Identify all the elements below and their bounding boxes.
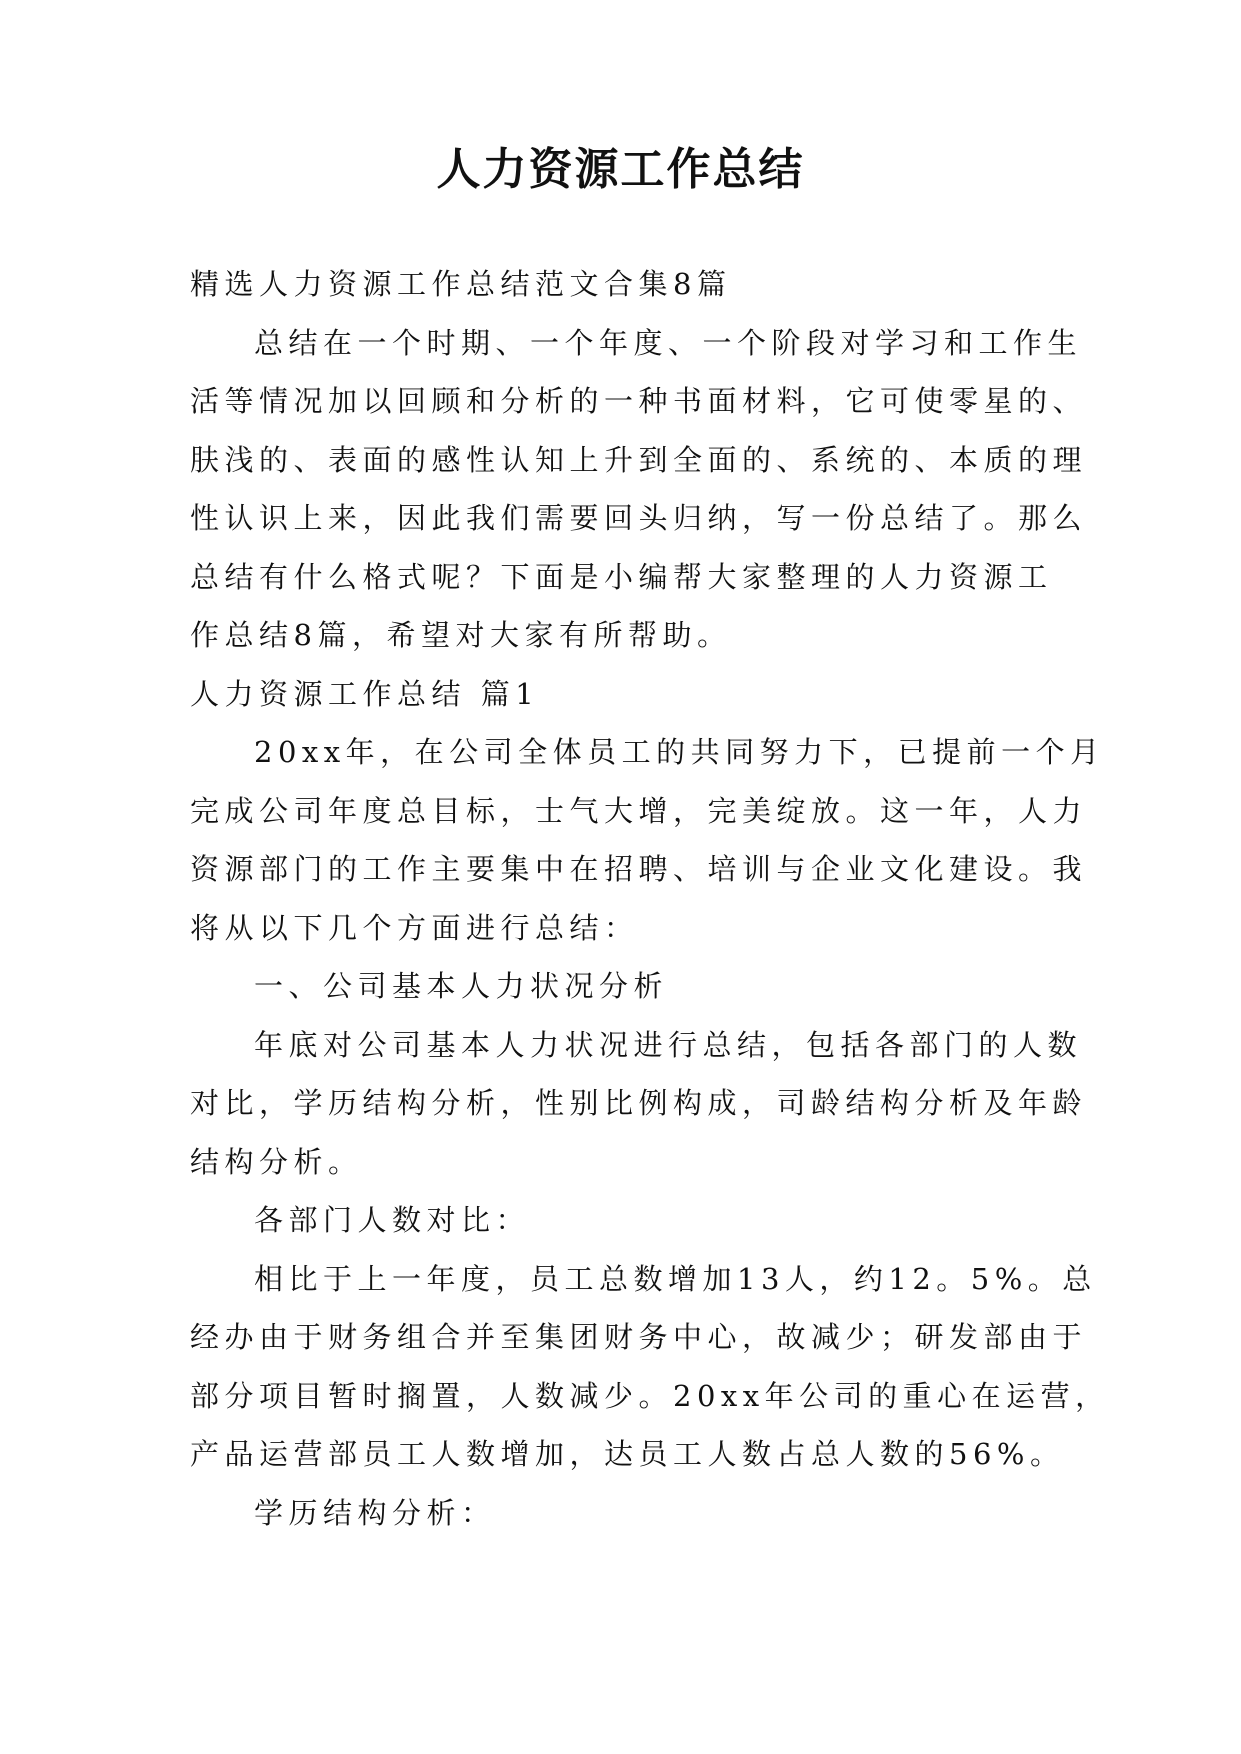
body-line: 经办由于财务组合并至集团财务中心，故减少；研发部由于: [190, 1320, 1088, 1354]
body-line: 性认识上来，因此我们需要回头归纳，写一份总结了。那么: [190, 501, 1088, 535]
body-line: 学历结构分析：: [254, 1495, 496, 1530]
body-line: 完成公司年度总目标，士气大增，完美绽放。这一年，人力: [190, 793, 1088, 828]
body-line: 精选人力资源工作总结范文合集8篇: [190, 267, 732, 301]
subsection-heading: 一、公司基本人力状况分析: [254, 969, 669, 1003]
document-title: 人力资源工作总结: [436, 144, 805, 195]
document-body: [190, 255, 1110, 1542]
body-line: 将从以下几个方面进行总结：: [190, 910, 639, 945]
body-line: 总结在一个时期、一个年度、一个阶段对学习和工作生: [254, 325, 1083, 360]
body-line: 资源部门的工作主要集中在招聘、培训与企业文化建设。我: [190, 852, 1088, 886]
body-line: 各部门人数对比：: [254, 1203, 531, 1237]
body-line: 结构分析。: [190, 1144, 363, 1179]
body-line: 总结有什么格式呢？下面是小编帮大家整理的人力资源工: [190, 559, 1053, 594]
body-line: 相比于上一年度，员工总数增加13人，约12。5%。总: [254, 1261, 1097, 1296]
body-line: 20xx年，在公司全体员工的共同努力下，已提前一个月: [254, 735, 1105, 769]
body-line: 部分项目暂时搁置，人数减少。20xx年公司的重心在运营，: [190, 1378, 1110, 1413]
body-line: 年底对公司基本人力状况进行总结，包括各部门的人数: [254, 1027, 1083, 1062]
body-line: 产品运营部员工人数增加，达员工人数占总人数的56%。: [190, 1437, 1065, 1471]
body-line: 活等情况加以回顾和分析的一种书面材料，它可使零星的、: [190, 384, 1088, 418]
body-line: 作总结8篇，希望对大家有所帮助。: [190, 618, 732, 652]
section-heading: 人力资源工作总结 篇1: [190, 676, 540, 711]
body-line: 对比，学历结构分析，性别比例构成，司龄结构分析及年龄: [190, 1086, 1088, 1120]
body-line: 肤浅的、表面的感性认知上升到全面的、系统的、本质的理: [190, 442, 1088, 477]
